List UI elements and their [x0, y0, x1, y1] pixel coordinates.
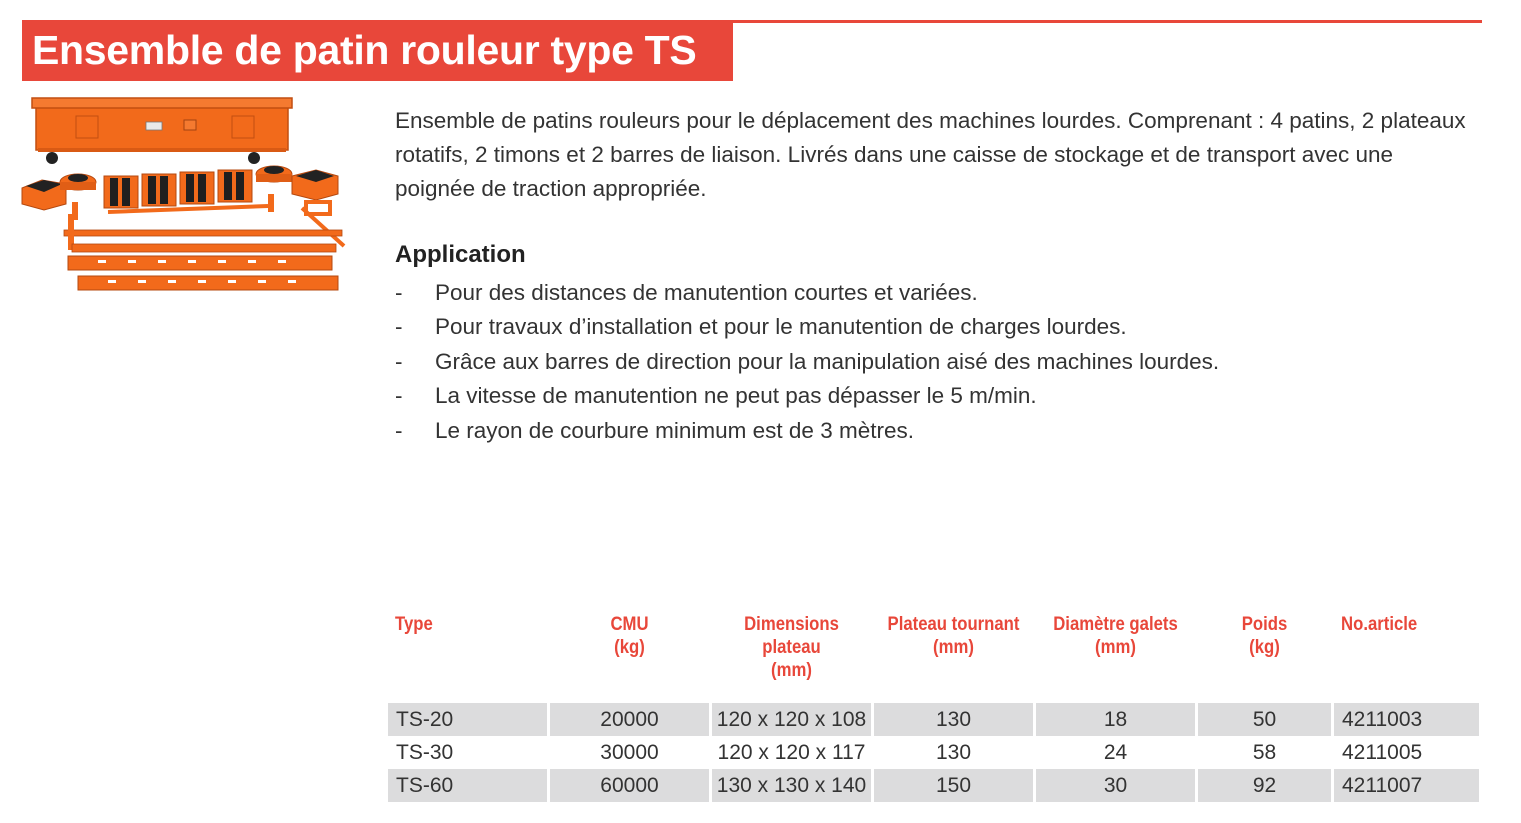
table-row — [388, 703, 1479, 736]
table-row — [388, 736, 1479, 769]
cell-type: TS-30 — [396, 740, 454, 764]
header-no-article: No.article — [1341, 614, 1418, 635]
list-dash: - — [395, 383, 403, 409]
application-list — [395, 276, 1219, 448]
list-dash: - — [395, 417, 403, 443]
list-item — [395, 345, 1219, 379]
cell-cmu: 20000 — [550, 703, 709, 736]
list-item — [395, 310, 1219, 344]
cell-poids: 92 — [1198, 769, 1331, 802]
cell-no-article: 4211007 — [1334, 769, 1479, 802]
list-dash: - — [395, 314, 403, 340]
cell-type: TS-60 — [388, 769, 547, 802]
cell-dimensions: 120 x 120 x 117 — [717, 740, 866, 764]
list-item — [395, 379, 1219, 413]
cell-diametre-galets: 24 — [1103, 740, 1128, 764]
cell-poids: 50 — [1198, 703, 1331, 736]
list-item-text: Pour travaux d’installation et pour le manutention de charges lourdes. — [435, 314, 1127, 340]
table-row — [388, 769, 1479, 802]
product-image — [18, 90, 358, 300]
application-heading: Application — [395, 241, 526, 268]
list-item-text: Grâce aux barres de direction pour la manipulation aisé des machines lourdes. — [435, 348, 1220, 374]
header-dimensions: Dimensions plateau (mm) — [744, 614, 839, 681]
spec-table — [385, 611, 1482, 802]
roller-skid-set-illustration — [18, 90, 358, 300]
list-dash: - — [395, 280, 403, 305]
cell-no-article: 4211003 — [1334, 703, 1479, 736]
cell-cmu: 30000 — [600, 740, 659, 764]
header-diametre-galets: Diamètre galets (mm) — [1053, 614, 1178, 658]
header-cmu: CMU (kg) — [610, 614, 649, 658]
list-item-text: Le rayon de courbure minimum est de 3 mètres. — [435, 417, 914, 443]
table-header-row — [388, 611, 1479, 703]
cell-no-article: 4211005 — [1342, 740, 1423, 764]
intro-paragraph: Ensemble de patins rouleurs pour le déplacement des machines lourdes. Comprenant : 4 patins, 2 plateaux rotatifs, 2 timons et 2 barres de liaison. Livrés dans une caisse de stockage et de transport avec une poignée de traction appropriée. — [395, 108, 1466, 201]
list-item-text: La vitesse de manutention ne peut pas dépasser le 5 m/min. — [435, 383, 1037, 409]
cell-dimensions: 120 x 120 x 108 — [712, 703, 871, 736]
cell-plateau-tournant: 130 — [935, 740, 972, 764]
cell-cmu: 60000 — [550, 769, 709, 802]
list-item — [395, 276, 1219, 310]
page-title: Ensemble de patin rouleur type TS — [22, 20, 733, 81]
header-type: Type — [395, 614, 433, 635]
cell-plateau-tournant: 150 — [874, 769, 1033, 802]
cell-plateau-tournant: 130 — [874, 703, 1033, 736]
header-plateau-tournant: Plateau tournant (mm) — [887, 614, 1020, 658]
cell-diametre-galets: 30 — [1036, 769, 1195, 802]
cell-type: TS-20 — [388, 703, 547, 736]
list-item — [395, 414, 1219, 448]
cell-dimensions: 130 x 130 x 140 — [712, 769, 871, 802]
cell-poids: 58 — [1252, 740, 1277, 764]
header-poids: Poids (kg) — [1241, 614, 1288, 658]
list-dash: - — [395, 348, 403, 374]
list-item-text: Pour des distances de manutention courtes et variées. — [435, 280, 978, 305]
cell-diametre-galets: 18 — [1036, 703, 1195, 736]
